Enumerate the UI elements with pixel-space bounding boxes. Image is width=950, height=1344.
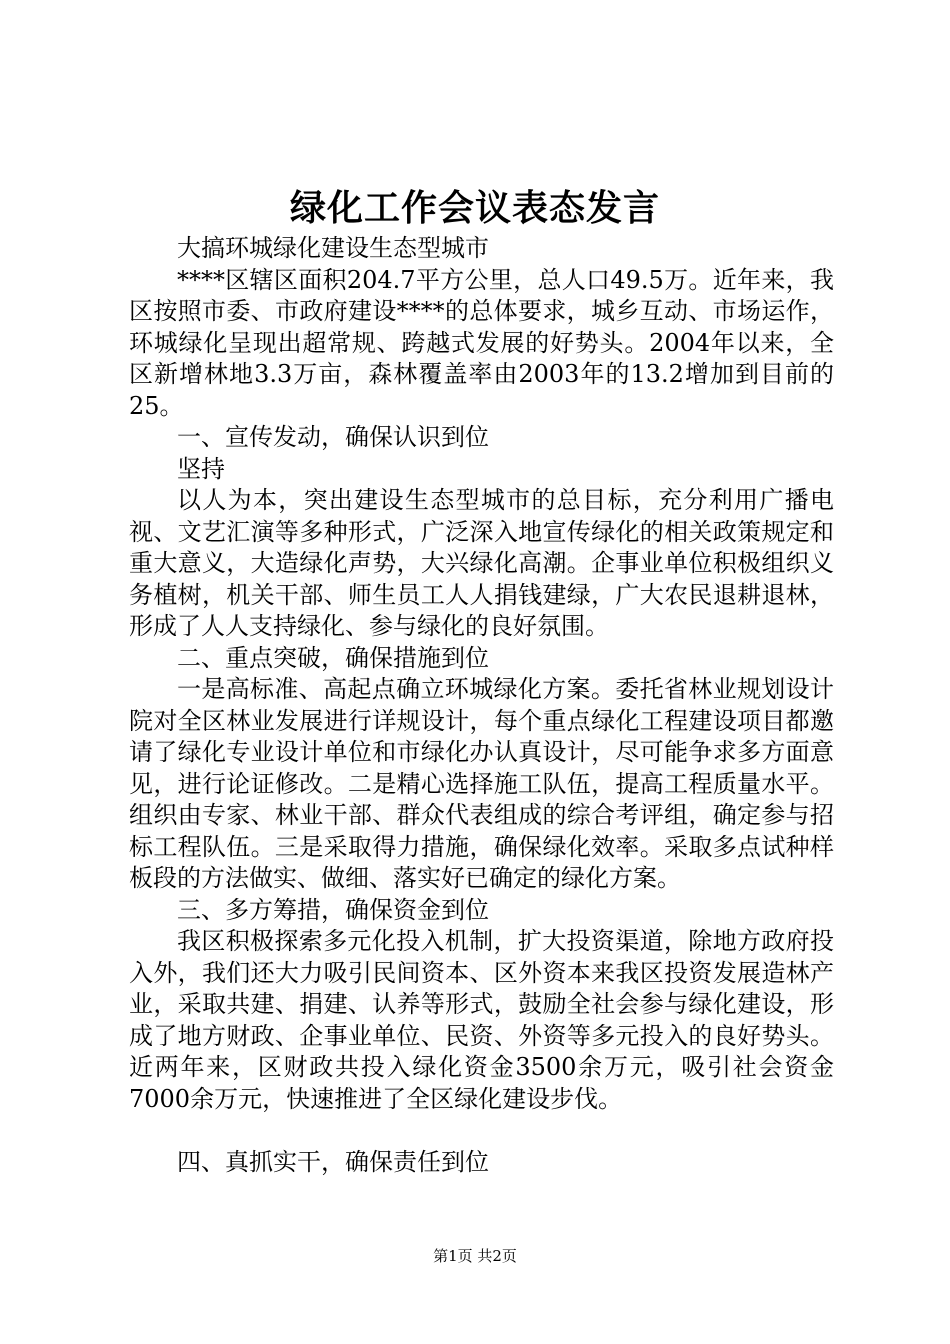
body-paragraph: 坚持 — [177, 454, 225, 483]
body-paragraph: 一是高标准、高起点确立环城绿化方案。委托省林业规划设计院对全区林业发展进行详规设计，每个重点绿化工程建设项目都邀请了绿化专业设计单位和市绿化办认真设计，尽可能争求多方面意见，进行论证修改。二是精心选择施工队伍，提高工程质量水平。组织由专家、林业干部、群众代表组成的综合考评组，确定参与招标工程队伍。三是采取得力措施，确保绿化效率。采取多点试种样板段的方法做实、做细、落实好已确定的绿化方案。 — [129, 675, 834, 892]
subtitle-paragraph: 大搞环城绿化建设生态型城市 — [177, 234, 489, 262]
body-paragraph: 我区积极探索多元化投入机制，扩大投资渠道，除地方政府投入外，我们还大力吸引民间资本、区外资本来我区投资发展造林产业，采取共建、捐建、认养等形式，鼓励全社会参与绿化建设，形成了地方财政、企事业单位、民资、外资等多元投入的良好势头。近两年来，区财政共投入绿化资金3500余万元，吸引社会资金7000余万元，快速推进了全区绿化建设步伐。 — [129, 927, 834, 1113]
section-heading-2: 二、重点突破，确保措施到位 — [177, 643, 489, 672]
body-paragraph: 以人为本，突出建设生态型城市的总目标，充分利用广播电视、文艺汇演等多种形式，广泛深入地宣传绿化的相关政策规定和重大意义，大造绿化声势，大兴绿化高潮。企事业单位积极组织义务植树，机关干部、师生员工人人捐钱建绿，广大农民退耕退林，形成了人人支持绿化、参与绿化的良好氛围。 — [129, 486, 834, 640]
paragraph-spacer — [129, 1115, 834, 1147]
document-body — [129, 233, 834, 1178]
intro-paragraph: ****区辖区面积204.7平方公里，总人口49.5万。近年来，我区按照市委、市政府建设****的总体要求，城乡互动、市场运作，环城绿化呈现出超常规、跨越式发展的好势头。2004年以来，全区新增林地3.3万亩，森林覆盖率由2003年的13.2增加到目前的25。 — [129, 265, 834, 420]
document-title: 绿化工作会议表态发言 — [289, 187, 660, 229]
page-footer: 第1页 共2页 — [433, 1247, 517, 1265]
section-heading-3: 三、多方筹措，确保资金到位 — [177, 895, 489, 924]
section-heading-1: 一、宣传发动，确保认识到位 — [177, 423, 489, 451]
section-heading-4: 四、真抓实干，确保责任到位 — [177, 1147, 489, 1176]
